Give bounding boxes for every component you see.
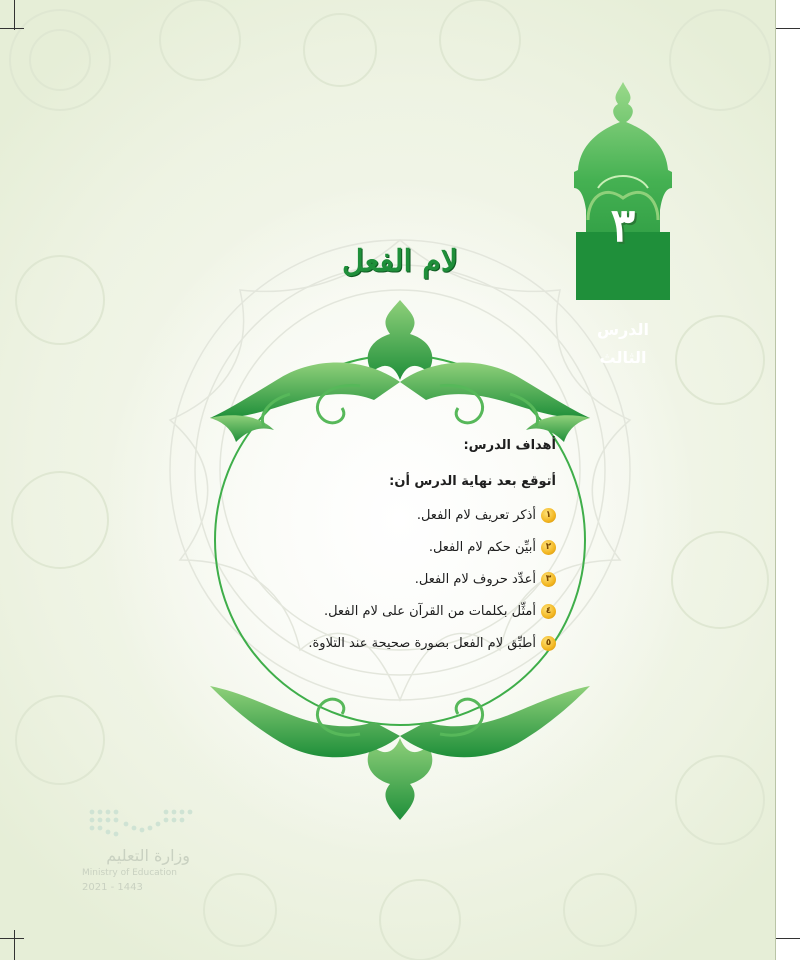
objective-item (226, 564, 556, 596)
ministry-name-ar: وزارة التعليم (106, 846, 190, 865)
crop-mark (776, 28, 800, 29)
numbered-bullet-icon: ٤ (541, 604, 556, 619)
crop-mark (14, 930, 15, 960)
objective-item (226, 532, 556, 564)
objective-item (226, 596, 556, 628)
lesson-ordinal: الثالث (599, 348, 647, 367)
page-edge-line (775, 0, 776, 960)
ministry-name-en: Ministry of Education (82, 868, 177, 878)
crop-mark (0, 938, 24, 939)
objective-text: أذكر تعريف لام الفعل. (416, 508, 536, 523)
objective-item (226, 500, 556, 532)
page-edge (776, 0, 800, 960)
edition-year: 2021 - 1443 (82, 882, 143, 893)
lesson-label: الدرس (596, 320, 650, 339)
crop-mark (776, 938, 800, 939)
objective-item (226, 628, 556, 660)
ministry-logo (40, 806, 200, 896)
numbered-bullet-icon: ٥ (541, 636, 556, 651)
numbered-bullet-icon: ١ (541, 508, 556, 523)
crop-mark (0, 28, 24, 29)
objectives-intro: أتوقع بعد نهاية الدرس أن: (389, 474, 556, 489)
objective-text: أطبِّق لام الفعل بصورة صحيحة عند التلاوة. (308, 636, 536, 651)
numbered-bullet-icon: ٢ (541, 540, 556, 555)
objective-text: أمثِّل بكلمات من القرآن على لام الفعل. (323, 604, 536, 619)
objectives-heading: أهداف الدرس: (463, 438, 556, 453)
lesson-objectives (226, 432, 556, 660)
page-title: لام الفعل (342, 244, 458, 279)
crop-mark (14, 0, 15, 30)
numbered-bullet-icon: ٣ (541, 572, 556, 587)
ministry-logo-icon (86, 806, 196, 840)
objective-text: أعدِّد حروف لام الفعل. (414, 572, 536, 587)
objective-text: أبيِّن حكم لام الفعل. (428, 540, 536, 555)
lesson-number: ٣ (610, 198, 636, 252)
